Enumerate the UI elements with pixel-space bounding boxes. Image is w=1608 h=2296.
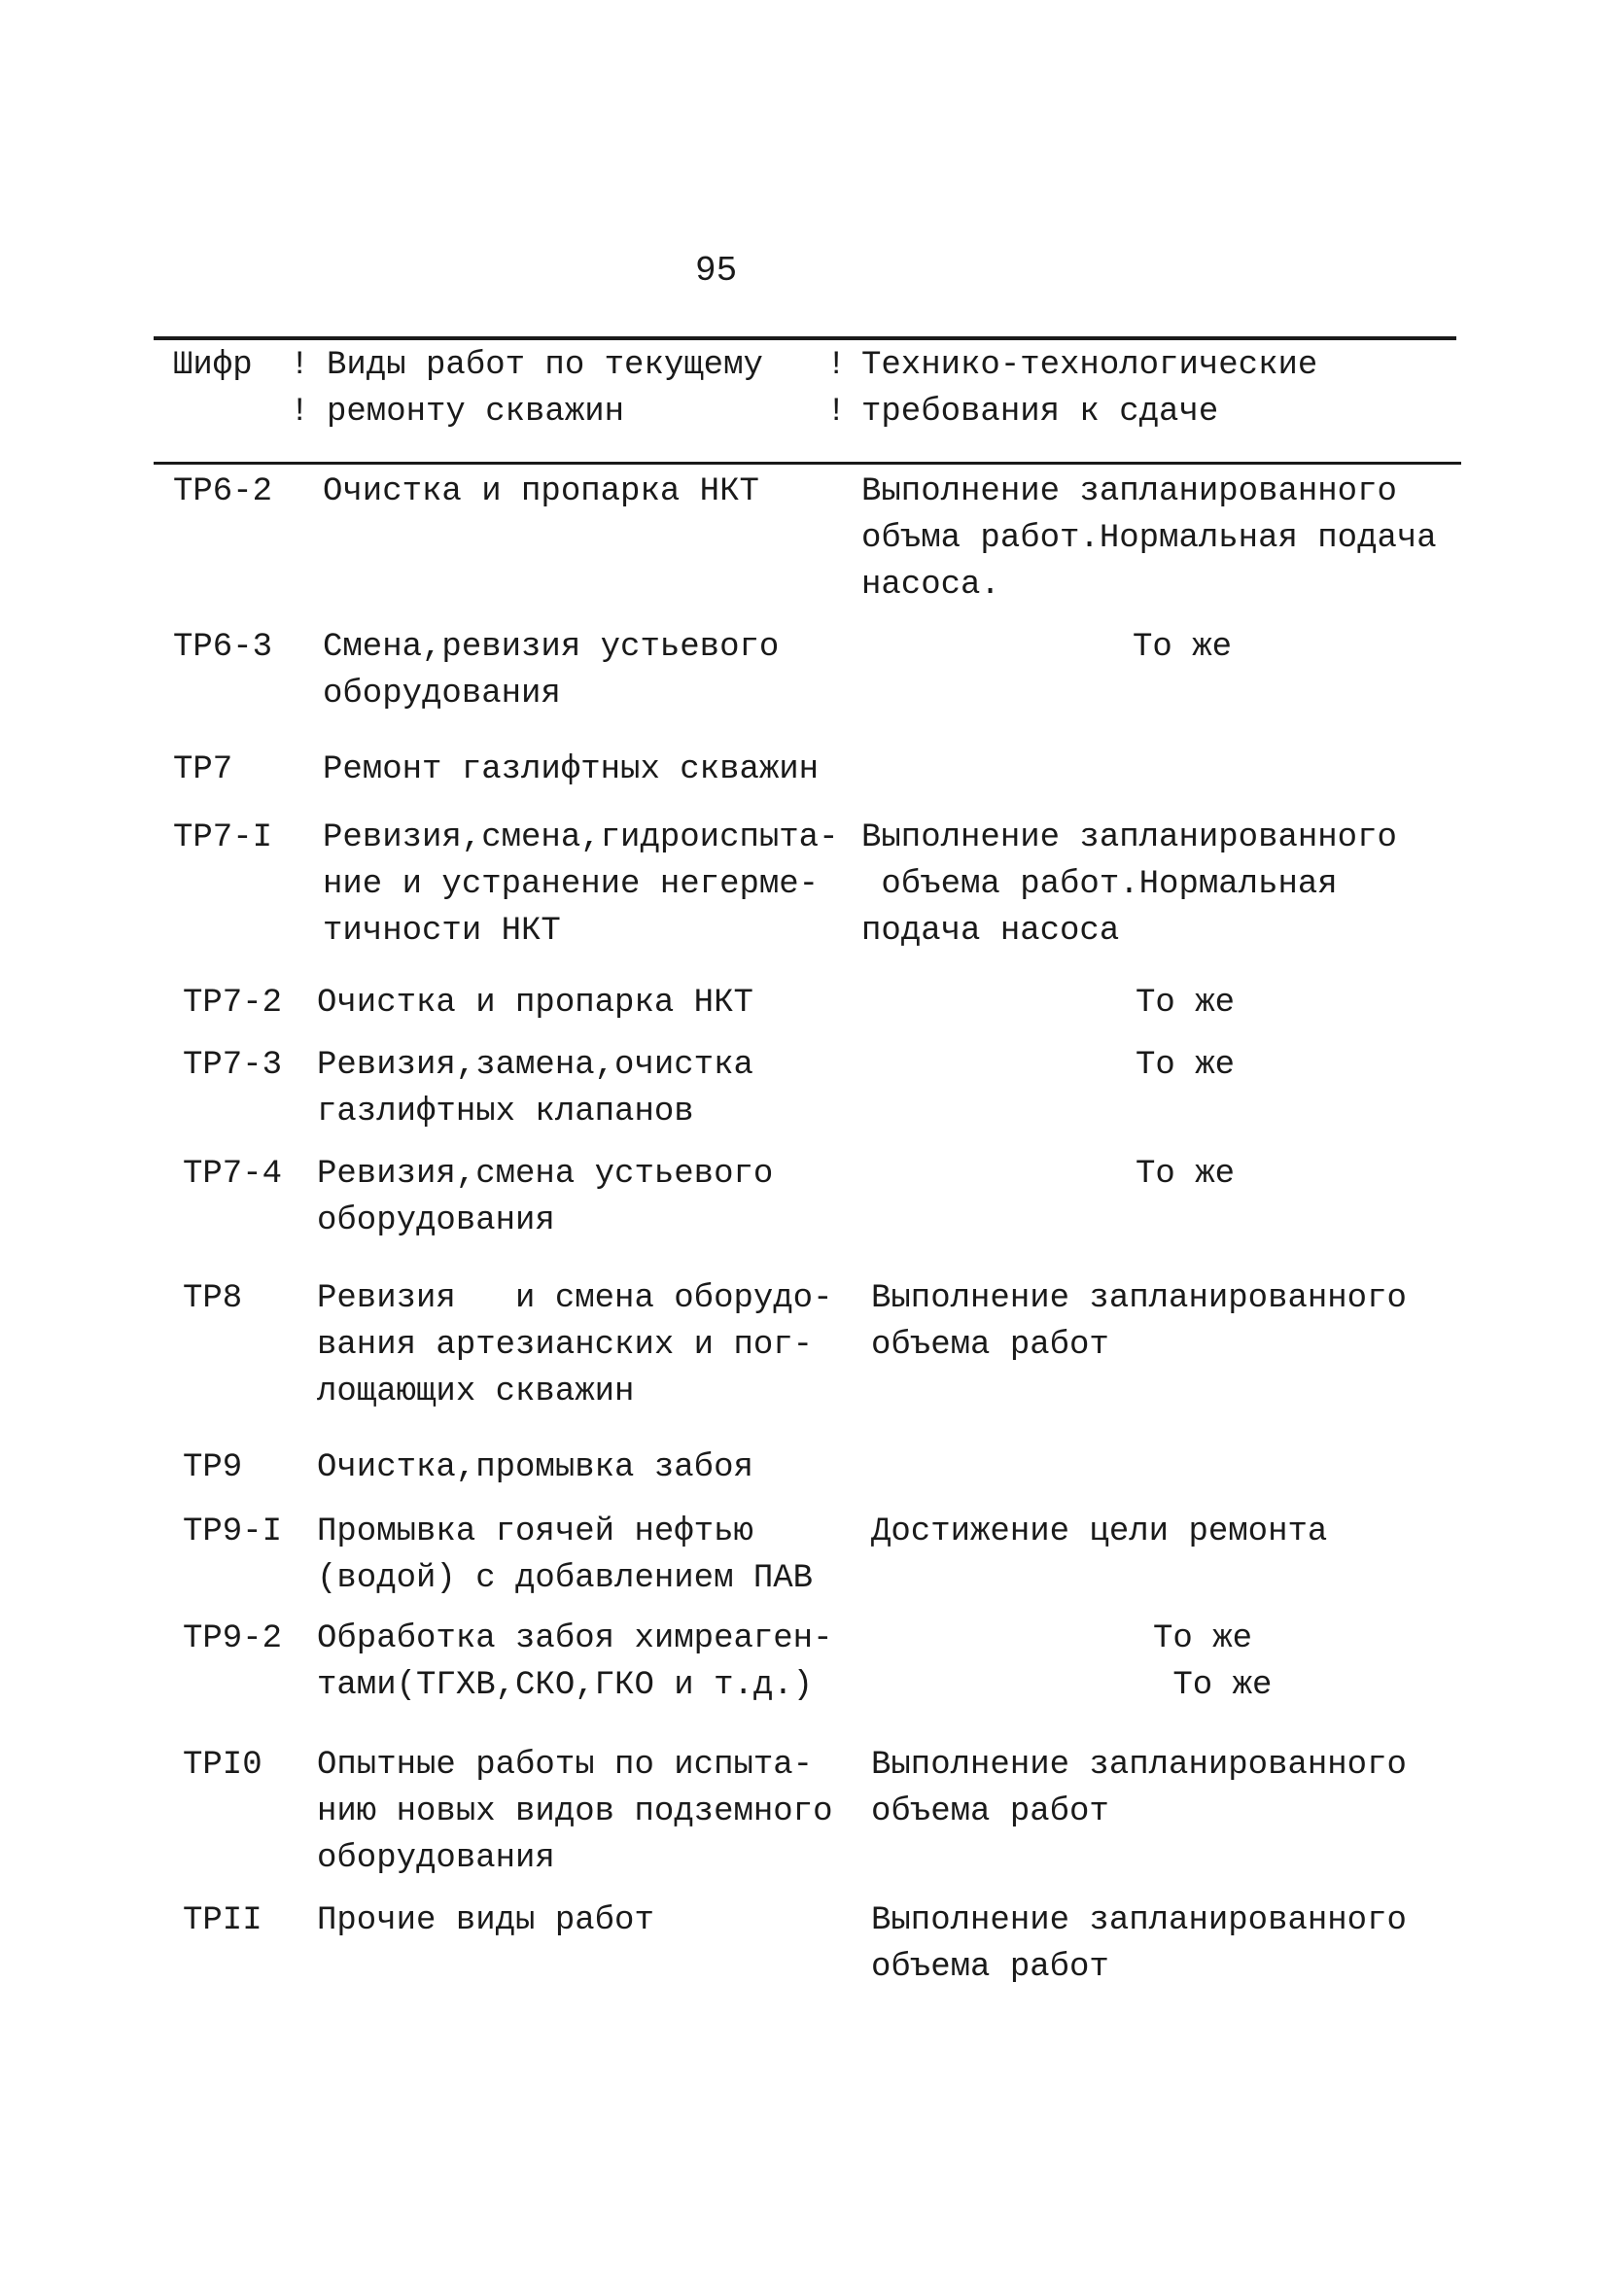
page-number: 95	[695, 251, 738, 291]
header-separator: ! !	[826, 347, 847, 431]
row-code: ТР6-2	[173, 473, 273, 510]
header-requirements: Технико-технологические требования к сдаче	[861, 347, 1318, 431]
row-code: ТРI0	[183, 1747, 262, 1784]
row-work: Ревизия и смена оборудо- вания артезианских и пог- лощающих скважин	[317, 1280, 833, 1410]
row-code: ТР7-2	[183, 985, 283, 1022]
row-work: Очистка и пропарка НКТ	[323, 473, 759, 510]
row-work: Очистка,промывка забоя	[317, 1449, 753, 1486]
row-requirement: То же	[1133, 629, 1233, 666]
row-work: Ревизия,смена устьевого оборудования	[317, 1156, 774, 1239]
row-work: Смена,ревизия устьевого оборудования	[323, 629, 780, 713]
row-work: Промывка гоячей нефтью (водой) с добавлением ПАВ	[317, 1513, 814, 1597]
row-code: ТР8	[183, 1280, 243, 1317]
row-code: ТР7-I	[173, 819, 273, 856]
row-work: Ремонт газлифтных скважин	[323, 751, 820, 788]
row-requirement: То же	[1136, 985, 1236, 1022]
row-work: Ревизия,замена,очистка газлифтных клапанов	[317, 1047, 753, 1131]
row-code: ТР7	[173, 751, 233, 788]
row-code: ТР7-3	[183, 1047, 283, 1084]
row-work: Опытные работы по испыта- нию новых видов подземного оборудования	[317, 1747, 833, 1877]
row-requirement: Достижение цели ремонта	[871, 1513, 1328, 1550]
table-top-rule	[154, 336, 1456, 340]
row-work: Обработка забоя химреаген- тами(ТГХВ,СКО,ГКО и т.д.)	[317, 1620, 833, 1704]
row-code: ТР6-3	[173, 629, 273, 666]
row-code: ТР9-I	[183, 1513, 283, 1550]
row-requirement: Выполнение запланированного объема работ	[871, 1902, 1407, 1986]
row-work: Ревизия,смена,гидроиспыта- ние и устранение негерме- тичности НКТ	[323, 819, 839, 950]
header-separator: ! !	[290, 347, 310, 431]
row-code: ТР9-2	[183, 1620, 283, 1657]
row-work: Прочие виды работ	[317, 1902, 654, 1939]
row-code: ТР9	[183, 1449, 243, 1486]
row-requirement: Выполнение запланированного объма работ.Нормальная подача насоса.	[861, 473, 1437, 604]
row-requirement: Выполнение запланированного объема работ.Нормальная подача насоса	[861, 819, 1397, 950]
header-bottom-rule	[154, 462, 1461, 465]
row-requirement: То же	[1136, 1047, 1236, 1084]
row-work: Очистка и пропарка НКТ	[317, 985, 753, 1022]
row-requirement: То же	[1136, 1156, 1236, 1193]
header-work-types: Виды работ по текущему ремонту скважин	[327, 347, 763, 431]
row-requirement: То же То же	[1153, 1620, 1273, 1704]
row-code: ТРII	[183, 1902, 262, 1939]
header-code: Шифр	[173, 347, 253, 384]
row-requirement: Выполнение запланированного объема работ	[871, 1280, 1407, 1364]
row-code: ТР7-4	[183, 1156, 283, 1193]
row-requirement: Выполнение запланированного объема работ	[871, 1747, 1407, 1830]
